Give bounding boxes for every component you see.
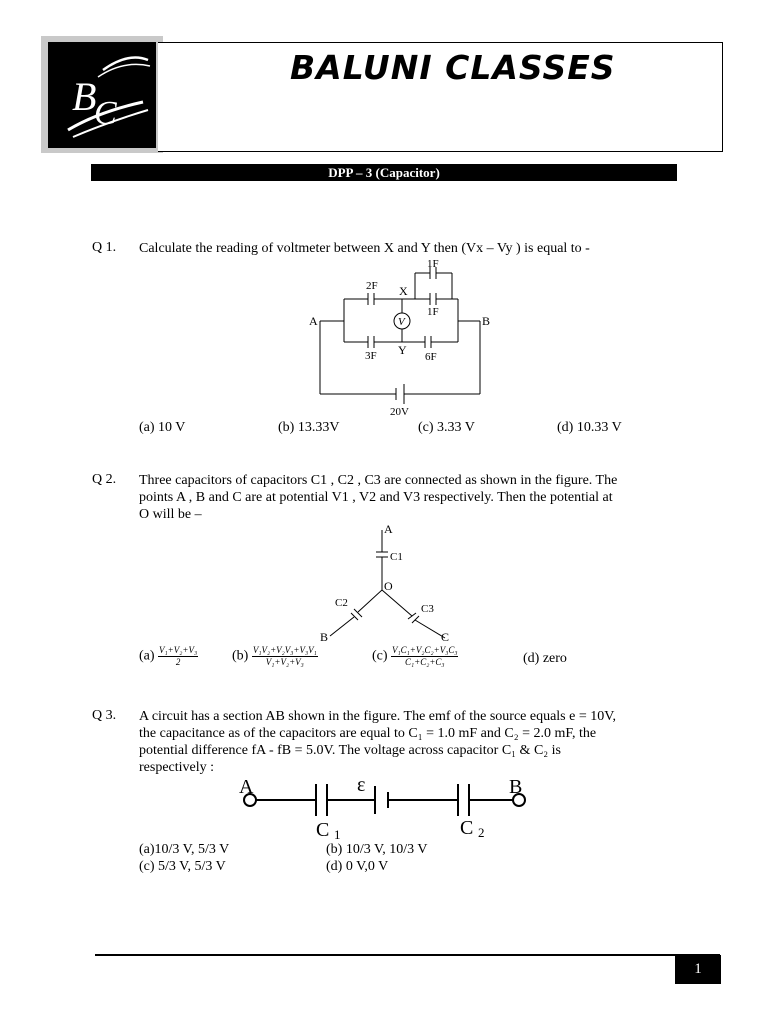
q3-option-a: (a)10/3 V, 5/3 V bbox=[139, 842, 230, 857]
cap-c1-label: C bbox=[316, 819, 330, 841]
q2-text-line-1: Three capacitors of capacitors C1 , C2 , C3 are connected as shown in the figure. The bbox=[139, 473, 618, 488]
voltmeter-label: V bbox=[398, 316, 405, 328]
node-a-label: A bbox=[239, 776, 254, 798]
q3-option-d: (d) 0 V,0 V bbox=[326, 859, 389, 874]
footer-rule bbox=[95, 954, 720, 956]
page-number: 1 bbox=[675, 955, 721, 984]
node-c-label: C bbox=[441, 630, 450, 644]
q2-option-d: (d) zero bbox=[523, 651, 567, 666]
cap-3f-label: 3F bbox=[365, 350, 377, 362]
cap-c2-label: C2 bbox=[335, 597, 348, 609]
node-y-label: Y bbox=[398, 343, 407, 357]
node-o-label: O bbox=[384, 579, 393, 593]
q2-option-a bbox=[139, 645, 198, 668]
q1-option-d: (d) 10.33 V bbox=[557, 420, 622, 435]
q1-circuit-diagram bbox=[300, 256, 500, 421]
q3-option-b: (b) 10/3 V, 10/3 V bbox=[326, 842, 428, 857]
cap-1f-top-label: 1F bbox=[427, 258, 439, 270]
q2-option-b-label: (b) bbox=[232, 648, 249, 664]
cap-c3-label: C3 bbox=[421, 603, 434, 615]
cap-1f-mid-label: 1F bbox=[427, 306, 439, 318]
dpp-title-bar: DPP – 3 (Capacitor) bbox=[91, 164, 677, 181]
logo bbox=[48, 42, 156, 148]
q2-option-c-numerator: V₁C₁+V₂C₂+V₃C₃ bbox=[392, 645, 458, 655]
q2-option-c-fraction bbox=[391, 645, 458, 668]
q2-option-c-label: (c) bbox=[372, 648, 388, 664]
node-b-label: B bbox=[320, 630, 329, 644]
node-b-label: B bbox=[482, 314, 491, 328]
cap-c2-label: C bbox=[460, 817, 474, 839]
q2-option-a-label: (a) bbox=[139, 648, 155, 664]
q2-option-b-numerator: V₁V₂+V₂V₃+V₃V₁ bbox=[252, 645, 317, 655]
logo-mark bbox=[48, 42, 156, 148]
brand-title: BALUNI CLASSES bbox=[290, 48, 616, 87]
cap-c1-subscript: 1 bbox=[334, 827, 341, 842]
node-a-label: A bbox=[384, 522, 393, 536]
q3-text-line-2: the capacitance as of the capacitors are equal to C₁ = 1.0 mF and C₂ = 2.0 mF, the bbox=[139, 726, 597, 741]
q1-text: Calculate the reading of voltmeter between X and Y then (Vx – Vy ) is equal to - bbox=[139, 241, 590, 256]
battery-label: 20V bbox=[390, 406, 409, 418]
q2-option-a-numerator: V₁+V₂+V₃ bbox=[159, 645, 198, 655]
q2-star-diagram bbox=[320, 520, 470, 645]
q3-number: Q 3. bbox=[92, 708, 117, 723]
q1-option-c: (c) 3.33 V bbox=[418, 420, 475, 435]
q2-option-b-denominator: V₁+V₂+V₃ bbox=[265, 657, 304, 667]
q2-text-line-3: O will be – bbox=[139, 507, 202, 522]
q1-option-b: (b) 13.33V bbox=[278, 420, 340, 435]
cap-c1-label: C1 bbox=[390, 551, 403, 563]
cap-c2-subscript: 2 bbox=[478, 825, 485, 840]
q2-option-c bbox=[372, 645, 458, 668]
q3-text-line-3: potential difference fA - fB = 5.0V. The voltage across capacitor C₁ & C₂ is bbox=[139, 743, 561, 758]
q3-circuit-diagram bbox=[230, 776, 540, 842]
q1-option-a: (a) 10 V bbox=[139, 420, 186, 435]
node-b-label: B bbox=[509, 776, 523, 798]
cap-2f-label: 2F bbox=[366, 280, 378, 292]
q2-number: Q 2. bbox=[92, 472, 117, 487]
q2-option-a-denominator: 2 bbox=[175, 657, 181, 667]
node-x-label: X bbox=[399, 284, 408, 298]
q2-option-b bbox=[232, 645, 318, 668]
cap-6f-label: 6F bbox=[425, 351, 437, 363]
q3-text-line-4: respectively : bbox=[139, 760, 215, 775]
node-a-label: A bbox=[309, 314, 318, 328]
q2-option-b-fraction bbox=[252, 645, 318, 668]
emf-label: ε bbox=[357, 776, 366, 796]
logo-c: C bbox=[94, 95, 117, 132]
q3-option-c: (c) 5/3 V, 5/3 V bbox=[139, 859, 226, 874]
q2-option-c-denominator: C₁+C₂+C₃ bbox=[404, 657, 445, 667]
q1-number: Q 1. bbox=[92, 240, 117, 255]
q2-option-a-fraction bbox=[158, 645, 198, 668]
q2-text-line-2: points A , B and C are at potential V1 , V2 and V3 respectively. Then the potential at bbox=[139, 490, 613, 505]
logo-b: B bbox=[72, 74, 97, 119]
q3-text-line-1: A circuit has a section AB shown in the figure. The emf of the source equals e = 10V, bbox=[139, 709, 617, 724]
